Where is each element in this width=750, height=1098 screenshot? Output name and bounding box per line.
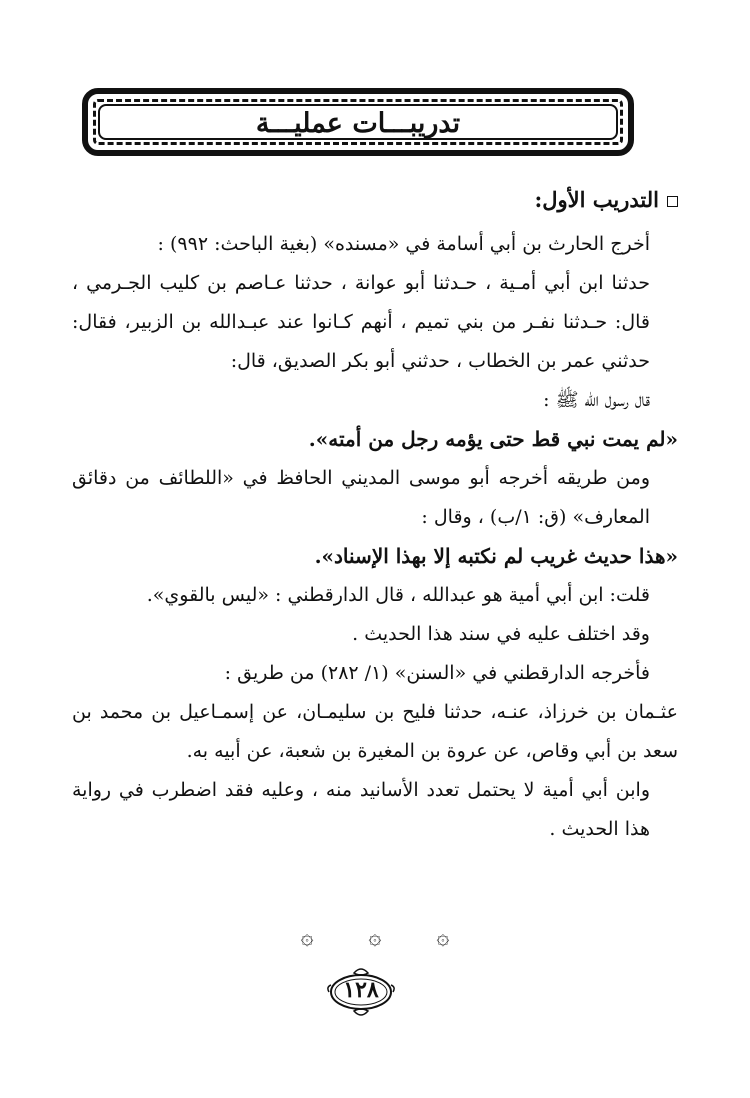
paragraph-8: وقد اختلف عليه في سند هذا الحديث . [352,623,650,645]
ornament-icon: ۞ [300,925,314,950]
paragraph-9: فأخرجه الدارقطني في «السنن» (١/ ٢٨٢) من طريق : [224,662,650,684]
paragraph-2: حدثنا ابن أبي أمـية ، حـدثنا أبو عوانة ، حدثنا عـاصم بن كليب الجـرمي ، قال: حـدثنا نفـر من بني تميم ، أنهم كـانوا عند عبـدالله بن الزبير، فقال: حدثني عمر بن الخطاب ، حدثني أبو بكر الصديق، قال: [72,272,650,372]
main-content [72,180,678,849]
paragraph-5: ومن طريقه أخرجه أبو موسى المديني الحافظ في «اللطائف من دقائق المعارف» (ق: ١/ب) ، وقال : [72,467,650,528]
hadith-comment-quote: «هذا حديث غريب لم نكتبه إلا بهذا الإسناد». [314,544,678,568]
hadith-quote: «لم يمت نبي قط حتى يؤمه رجل من أمته». [308,427,678,451]
paragraph-7: قلت: ابن أبي أمية هو عبدالله ، قال الدارقطني : «ليس بالقوي». [146,584,650,606]
title-frame [82,88,634,156]
paragraph-1: أخرج الحارث بن أبي أسامة في «مسنده» (بغية الباحث: ٩٩٢) : [157,233,650,255]
page-number: ١٢٨ [343,977,379,1003]
square-bullet-icon [667,196,678,207]
ornament-row [0,925,750,950]
section-heading [72,180,678,219]
paragraph-3: قال رسول الله ﷺ : [543,389,650,411]
ornament-icon: ۞ [436,925,450,950]
page-number-badge [326,965,396,1017]
page-title: تدريبـــات عمليـــة [255,108,461,139]
ornament-icon: ۞ [368,925,382,950]
paragraph-11: وابن أبي أمية لا يحتمل تعدد الأسانيد منه ، وعليه فقد اضطرب في رواية هذا الحديث . [72,779,650,840]
section-heading-text: التدريب الأول: [534,187,659,212]
paragraph-10: عثـمان بن خرزاذ، عنـه، حدثنا فليح بن سليمـان، عن إسمـاعيل بن محمد بن سعد بن أبي وقاص، عن عروة بن المغيرة بن شعبة، عن أبيه به. [72,701,678,762]
